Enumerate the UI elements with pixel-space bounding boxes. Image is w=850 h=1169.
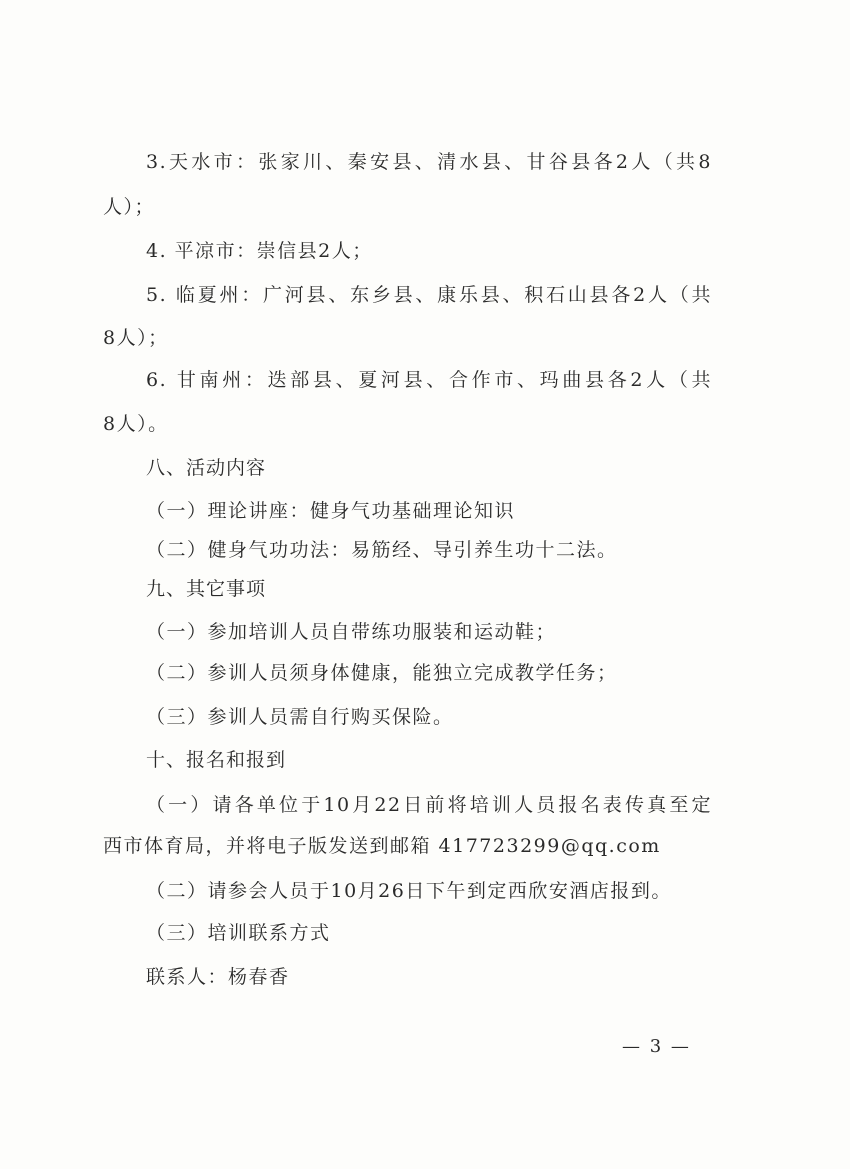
text-line-contact-person: 联系人：杨春香 [146, 966, 290, 988]
section-heading-8: 八、活动内容 [146, 457, 267, 479]
text-line-insurance: （三）参训人员需自行购买保险。 [146, 706, 454, 728]
text-line-tianshui-cont: 人）； [103, 196, 156, 218]
text-line-tianshui: 3.天水市：张家川、秦安县、清水县、甘谷县各2人（共8 [146, 151, 712, 173]
page-number: — 3 — [622, 1036, 691, 1057]
text-line-registration: （一）请各单位于10月22日前将培训人员报名表传真至定 [146, 794, 712, 816]
text-line-clothing: （一）参加培训人员自带练功服装和运动鞋； [146, 621, 557, 643]
text-line-lecture: （一）理论讲座：健身气功基础理论知识 [146, 500, 516, 522]
text-line-linxia: 5. 临夏州：广河县、东乡县、康乐县、积石山县各2人（共 [146, 284, 712, 306]
text-line-contact-method: （三）培训联系方式 [146, 922, 331, 944]
text-line-pingliang: 4. 平凉市：崇信县2人； [146, 240, 373, 262]
text-line-checkin: （二）请参会人员于10月26日下午到定西欣安酒店报到。 [146, 880, 672, 902]
text-line-registration-cont: 西市体育局，并将电子版发送到邮箱 417723299@qq.com [103, 835, 661, 857]
text-line-health: （二）参训人员须身体健康，能独立完成教学任务； [146, 662, 618, 684]
section-heading-10: 十、报名和报到 [146, 749, 287, 771]
text-line-gannan-cont: 8人）。 [103, 413, 169, 435]
section-heading-9: 九、其它事项 [146, 578, 267, 600]
text-line-gannan: 6. 甘南州：迭部县、夏河县、合作市、玛曲县各2人（共 [146, 369, 712, 391]
text-line-linxia-cont: 8人）； [103, 327, 169, 349]
text-line-gongfa: （二）健身气功功法：易筋经、导引养生功十二法。 [146, 539, 618, 561]
